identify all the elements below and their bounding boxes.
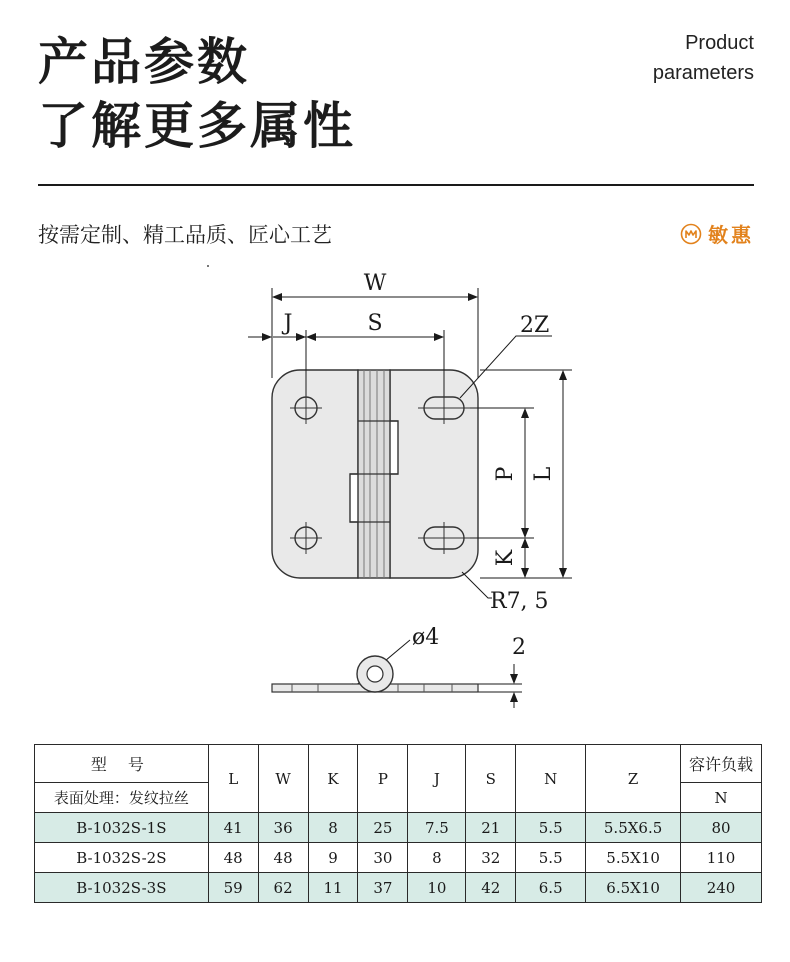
load-cell: 240 (681, 873, 762, 903)
label-w: W (363, 271, 387, 296)
l-cell: 59 (208, 873, 258, 903)
j-cell: 7.5 (408, 813, 466, 843)
english-title-line-2: parameters (652, 62, 754, 84)
load-cell: 110 (681, 843, 762, 873)
table-row (35, 843, 762, 873)
hinge-side-view (272, 656, 478, 692)
col-p-header: P (358, 745, 408, 813)
k-cell: 11 (308, 873, 358, 903)
w-cell: 62 (258, 873, 308, 903)
col-n-header: N (516, 745, 586, 813)
p-cell: 25 (358, 813, 408, 843)
w-cell: 36 (258, 813, 308, 843)
col-k-header: K (308, 745, 358, 813)
title-line-2: 了解更多属性 (38, 97, 356, 155)
col-s-header: S (466, 745, 516, 813)
j-cell: 10 (408, 873, 466, 903)
label-l: L (531, 466, 556, 482)
col-w-header: W (258, 745, 308, 813)
model-cell: B-1032S-2S (35, 843, 209, 873)
brand-name: 敏惠 (708, 223, 754, 247)
k-cell: 9 (308, 843, 358, 873)
n-cell: 6.5 (516, 873, 586, 903)
p-cell: 37 (358, 873, 408, 903)
label-r: R7, 5 (490, 589, 549, 614)
label-2z: 2Z (520, 313, 550, 338)
l-cell: 41 (208, 813, 258, 843)
label-k: K (493, 549, 518, 567)
table-header-row-1 (35, 745, 762, 783)
z-cell: 5.5X6.5 (586, 813, 681, 843)
s-cell: 32 (466, 843, 516, 873)
label-s: S (367, 311, 383, 336)
label-diameter: ø4 (412, 625, 440, 650)
k-cell: 8 (308, 813, 358, 843)
surface-header: 表面处理：发纹拉丝 (35, 783, 209, 813)
s-cell: 21 (466, 813, 516, 843)
p-cell: 30 (358, 843, 408, 873)
j-cell: 8 (408, 843, 466, 873)
model-cell: B-1032S-1S (35, 813, 209, 843)
label-j: J (283, 311, 293, 336)
col-j-header: J (408, 745, 466, 813)
title-line-1: 产品参数 (38, 33, 250, 91)
z-cell: 6.5X10 (586, 873, 681, 903)
s-cell: 42 (466, 873, 516, 903)
load-unit-header: N (681, 783, 762, 813)
n-cell: 5.5 (516, 843, 586, 873)
col-l-header: L (208, 745, 258, 813)
z-cell: 5.5X10 (586, 843, 681, 873)
col-z-header: Z (586, 745, 681, 813)
tagline: 按需定制、精工品质、匠心工艺 (38, 223, 332, 247)
model-cell: B-1032S-3S (35, 873, 209, 903)
side-view-pin-hole (367, 666, 383, 682)
l-cell: 48 (208, 843, 258, 873)
label-p: P (493, 466, 518, 482)
n-cell: 5.5 (516, 813, 586, 843)
hinge-front-view (272, 370, 478, 578)
w-cell: 48 (258, 843, 308, 873)
spec-table (34, 744, 762, 903)
table-row (35, 813, 762, 843)
english-title-line-1: Product (685, 32, 754, 54)
load-cell: 80 (681, 813, 762, 843)
table-row (35, 873, 762, 903)
load-header: 容许负载 (681, 745, 762, 783)
model-header: 型 号 (35, 745, 209, 783)
label-thickness: 2 (512, 635, 526, 660)
